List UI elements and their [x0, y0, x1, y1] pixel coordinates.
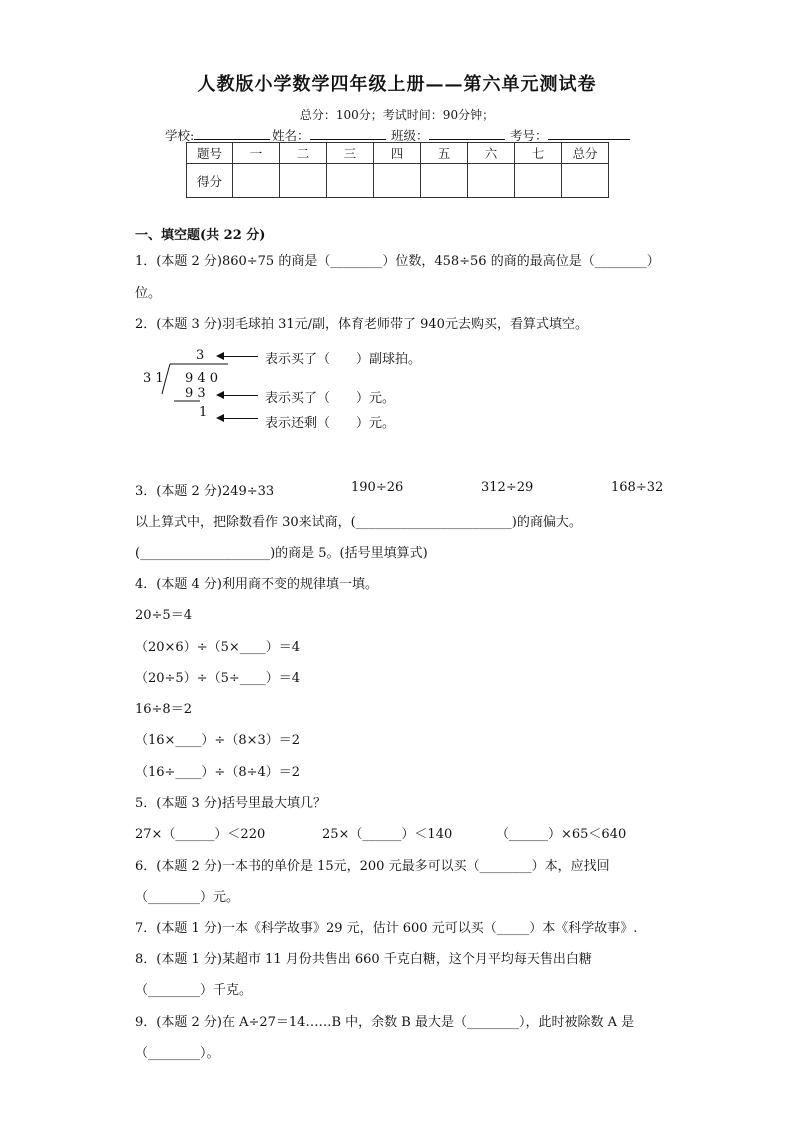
- score-cell[interactable]: [374, 164, 421, 198]
- score-header: 五: [421, 143, 468, 164]
- equation: （16×____）÷（8×3）＝2: [135, 733, 301, 748]
- arrow-line: [222, 395, 258, 396]
- page-title: 人教版小学数学四年级上册——第六单元测试卷: [197, 74, 597, 95]
- score-cell[interactable]: [468, 164, 515, 198]
- equation: （20×6）÷（5×____）＝4: [135, 640, 301, 655]
- remainder: 1: [199, 405, 208, 420]
- expression: 168÷32: [611, 480, 664, 495]
- section-title: 一、填空题(共 22 分): [135, 228, 266, 243]
- divisor: 3 1: [143, 371, 164, 386]
- score-table: [186, 142, 609, 198]
- question-4: 4．(本题 4 分)利用商不变的规律填一填。: [135, 577, 378, 592]
- question-6-cont: （________）元。: [135, 890, 240, 905]
- product: 9 3: [185, 386, 206, 401]
- inequality: （______）×65＜640: [496, 827, 627, 842]
- score-row-label: 得分: [187, 164, 233, 198]
- equation: （20÷5）÷（5÷____）＝4: [135, 671, 301, 686]
- label-left: 表示还剩（ ）元。: [265, 416, 396, 431]
- question-3-line3: (____________________)的商是 5。(括号里填算式): [135, 546, 428, 561]
- label-rackets: 表示买了（ ）副球拍。: [265, 352, 422, 367]
- score-cell[interactable]: [327, 164, 374, 198]
- score-cell[interactable]: [280, 164, 327, 198]
- exam-info: 总分：100分；考试时间：90分钟；: [299, 108, 495, 122]
- inequality: 25×（______）＜140: [322, 827, 453, 842]
- question-9-cont: （________）。: [135, 1046, 220, 1061]
- score-cell[interactable]: [421, 164, 468, 198]
- expression: 312÷29: [481, 480, 534, 495]
- question-3: 3．(本题 2 分)249÷33: [135, 484, 275, 499]
- question-8-cont: （________）千克。: [135, 983, 253, 998]
- score-header: 二: [280, 143, 327, 164]
- question-6: 6．(本题 2 分)一本书的单价是 15元，200 元最多可以买（________）本，应找回: [135, 859, 610, 874]
- question-1-cont: 位。: [135, 286, 162, 301]
- inequality: 27×（______）＜220: [135, 827, 266, 842]
- question-8: 8．(本题 1 分)某超市 11 月份共售出 660 千克白糖，这个月平均每天售出白糖: [135, 952, 592, 967]
- label-spent: 表示买了（ ）元。: [265, 391, 396, 406]
- equation: （16÷____）÷（8÷4）＝2: [135, 765, 301, 780]
- question-5: 5．(本题 3 分)括号里最大填几？: [135, 796, 326, 811]
- school-label: 学校:: [165, 128, 195, 143]
- score-cell[interactable]: [233, 164, 280, 198]
- score-cell[interactable]: [515, 164, 562, 198]
- equation: 16÷8＝2: [135, 702, 192, 717]
- score-header: 题号: [187, 143, 233, 164]
- exam-no-label: 考号：: [510, 128, 548, 143]
- equation: 20÷5＝4: [135, 608, 192, 623]
- question-2: 2．(本题 3 分)羽毛球拍 31元/副，体育老师带了 940元去购买，看算式填空。: [135, 317, 588, 332]
- score-header: 四: [374, 143, 421, 164]
- dividend: 9 4 0: [185, 371, 219, 386]
- arrow-line: [222, 356, 258, 357]
- expression: 190÷26: [351, 480, 404, 495]
- score-header: 总分: [562, 143, 609, 164]
- arrow-line: [222, 418, 258, 419]
- score-cell[interactable]: [562, 164, 609, 198]
- question-1: 1．(本题 2 分)860÷75 的商是（________）位数，458÷56 的商的最高位是（________）: [135, 254, 660, 269]
- question-9: 9．(本题 2 分)在 A÷27＝14……B 中，余数 B 最大是（________），此时被除数 A 是: [135, 1015, 635, 1030]
- question-7: 7．(本题 1 分)一本《科学故事》29 元，估计 600 元可以买（_____）本《科学故事》.: [135, 921, 638, 936]
- question-3-line2: 以上算式中，把除数看作 30来试商，(________________________)的商偏大。: [135, 515, 582, 530]
- score-header: 一: [233, 143, 280, 164]
- name-label: 姓名：: [272, 128, 310, 143]
- score-header: 三: [327, 143, 374, 164]
- quotient: 3: [196, 348, 205, 363]
- class-label: 班级：: [391, 128, 429, 143]
- score-header: 六: [468, 143, 515, 164]
- score-header: 七: [515, 143, 562, 164]
